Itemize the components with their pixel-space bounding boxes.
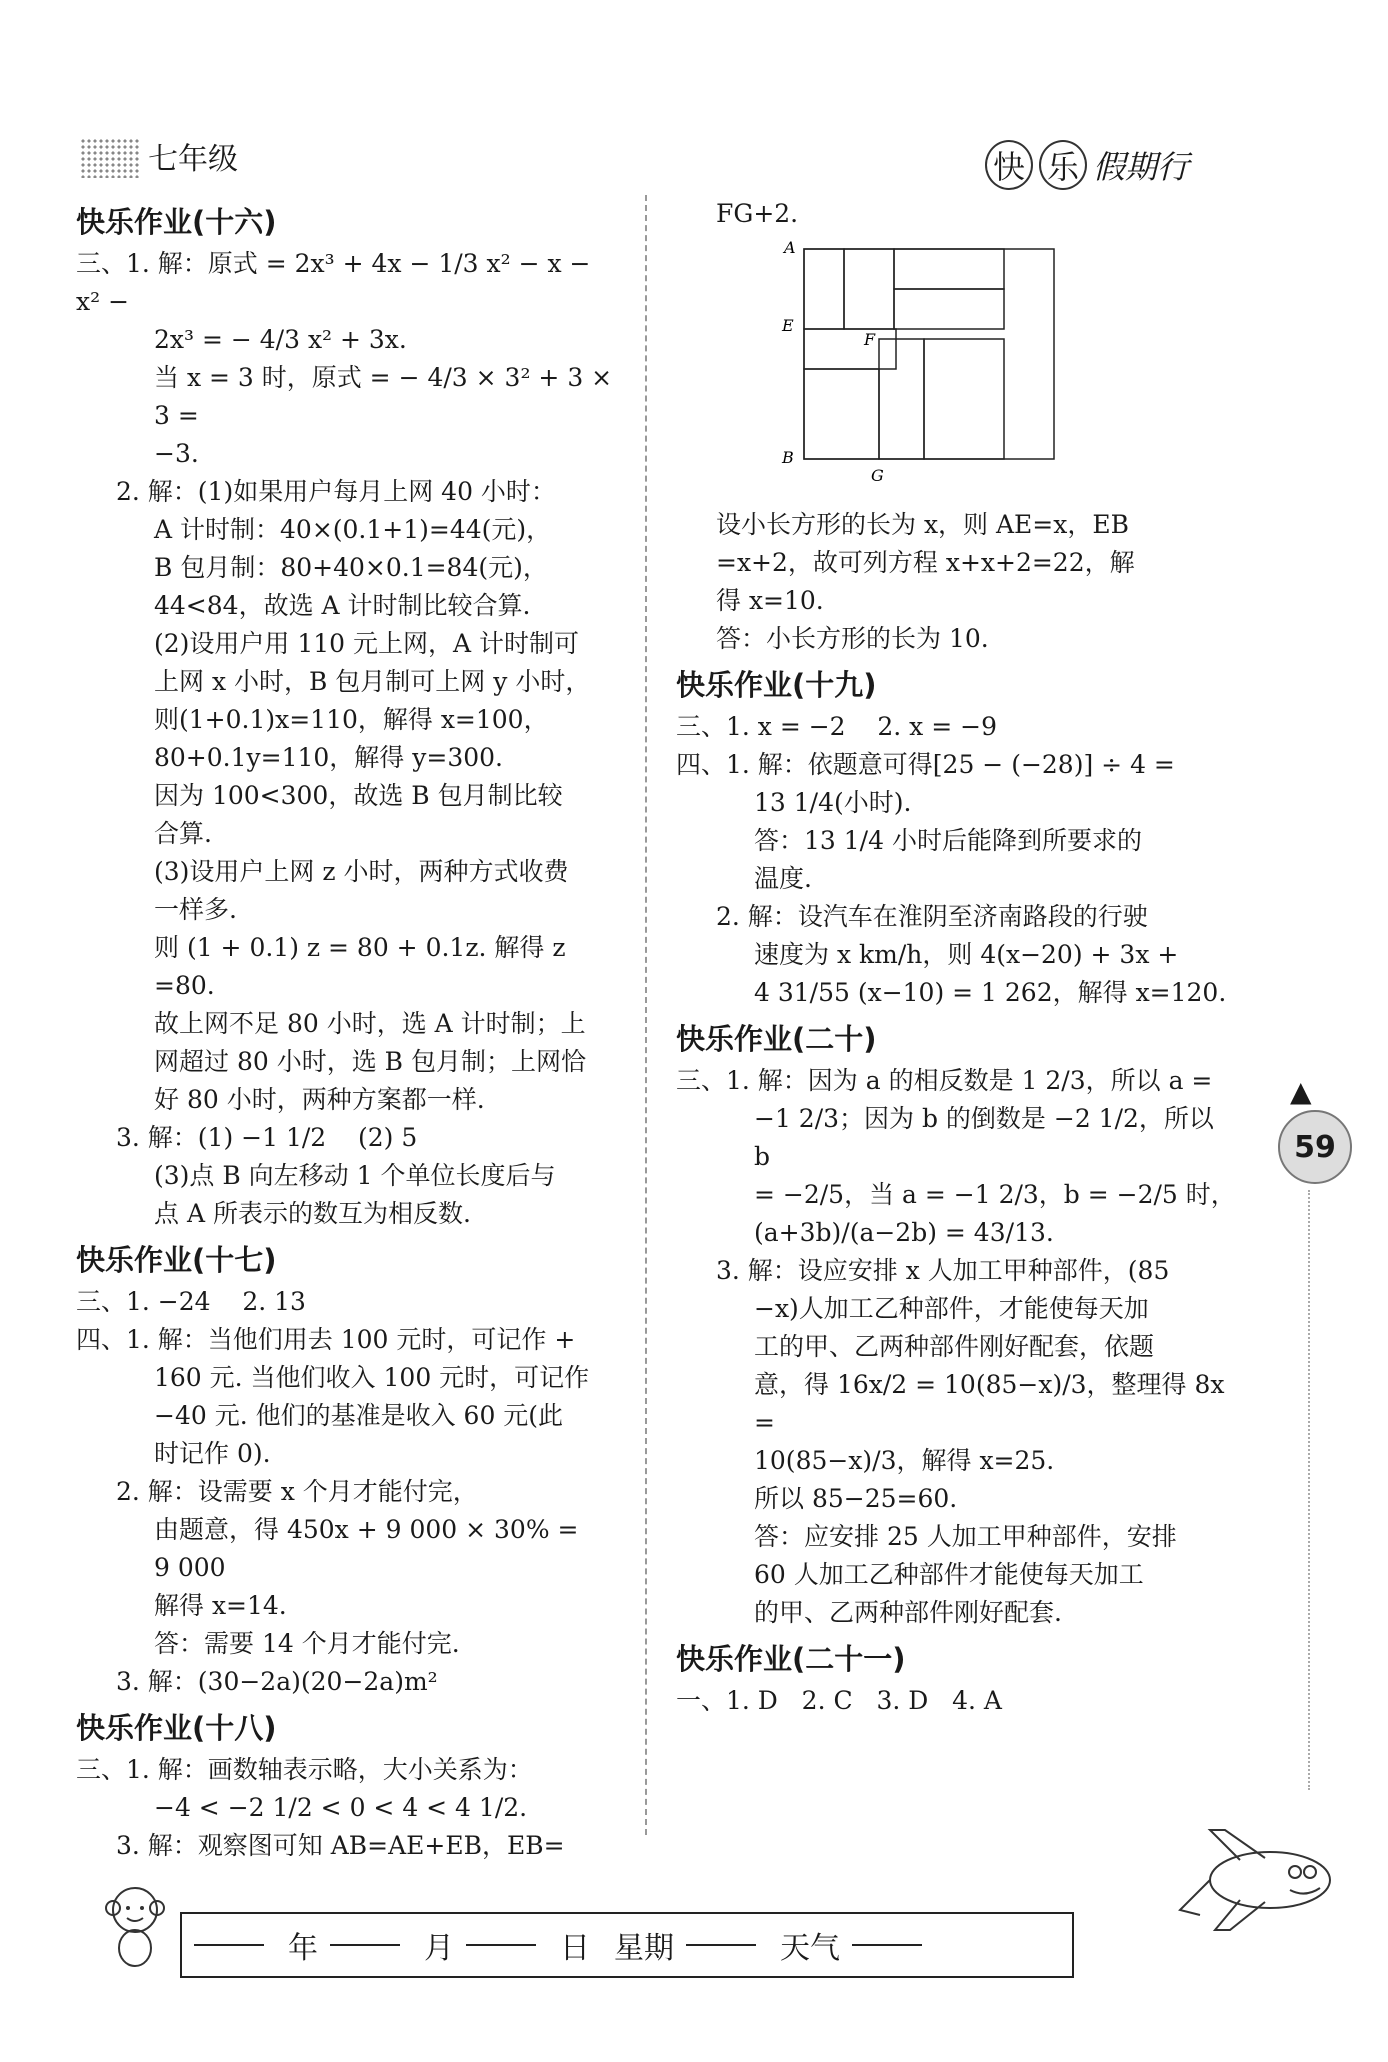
answer-line: 答：小长方形的长为 10. (716, 624, 989, 653)
right-column (676, 195, 1236, 1720)
answer-line: −3. (154, 439, 199, 468)
month-label: 月 (424, 1931, 454, 1966)
answer-line: 60 人加工乙种部件才能使每天加工 (754, 1560, 1144, 1589)
answer-line: 三、1. x = −2 2. x = −9 (676, 712, 997, 741)
figure-rect (804, 329, 896, 369)
answer-line: A 计时制：40×(0.1+1)=44(元)， (154, 515, 552, 544)
answer-line: −1 2/3；因为 b 的倒数是 −2 1/2，所以 b (754, 1104, 1222, 1171)
answer-line: 温度. (754, 864, 812, 893)
answer-line: 上网 x 小时，B 包月制可上网 y 小时， (154, 667, 591, 696)
brand-char-2: 乐 (1039, 140, 1087, 190)
figure-rect (924, 339, 1004, 459)
airplane-mascot-icon (1170, 1820, 1350, 1940)
answer-line: B 包月制：80+40×0.1=84(元)， (154, 553, 548, 582)
answer-line: 网超过 80 小时，选 B 包月制；上网恰 (154, 1047, 586, 1076)
section-title: 快乐作业(十六) (76, 205, 277, 239)
answer-line: (2)设用户用 110 元上网，A 计时制可 (154, 629, 580, 658)
answer-line: 得 x=10. (716, 586, 824, 615)
answer-line: 由题意，得 450x + 9 000 × 30% = (154, 1515, 579, 1544)
answer-line: 解得 x=14. (154, 1591, 287, 1620)
answer-line: 三、1. 解：画数轴表示略，大小关系为： (76, 1755, 533, 1784)
header-dot-pattern (80, 138, 140, 178)
weather-label: 天气 (780, 1931, 840, 1966)
column-divider (645, 195, 647, 1835)
year-blank[interactable] (194, 1944, 264, 1946)
answer-line: 三、1. −24 2. 13 (76, 1287, 306, 1316)
answer-line: 故上网不足 80 小时，选 A 计时制；上 (154, 1009, 586, 1038)
answer-line: 则 (1 + 0.1) z = 80 + 0.1z. 解得 z (154, 933, 566, 962)
answer-line: 3. 解：观察图可知 AB=AE+EB，EB= (116, 1831, 565, 1860)
answer-line: 4 31/55 (x−10) = 1 262，解得 x=120. (754, 978, 1227, 1007)
answer-line: 2. 解：设汽车在淮阴至济南路段的行驶 (716, 902, 1148, 931)
answer-line: 设小长方形的长为 x，则 AE=x，EB (716, 510, 1129, 539)
answer-line: 则(1+0.1)x=110，解得 x=100， (154, 705, 549, 734)
figure-label-b: B (782, 448, 794, 467)
answer-line: 好 80 小时，两种方案都一样. (154, 1085, 485, 1114)
section-title: 快乐作业(十七) (76, 1243, 277, 1277)
figure-rect (844, 249, 894, 329)
answer-line: 的甲、乙两种部件刚好配套. (754, 1598, 1062, 1627)
answer-line: 时记作 0). (154, 1439, 271, 1468)
figure-label-f: F (864, 330, 876, 349)
answer-line: =80. (154, 971, 215, 1000)
up-arrows-icon: ▲ (1290, 1075, 1312, 1108)
answer-line: 点 A 所表示的数互为相反数. (154, 1199, 471, 1228)
answer-line: 四、1. 解：依题意可得[25 − (−28)] ÷ 4 = (676, 750, 1175, 779)
answer-line: 因为 100<300，故选 B 包月制比较 (154, 781, 563, 810)
answer-line: 一、1. D 2. C 3. D 4. A (676, 1686, 1002, 1715)
answer-line: −4 < −2 1/2 < 0 < 4 < 4 1/2. (154, 1793, 528, 1822)
answer-line: 合算. (154, 819, 212, 848)
monkey-mascot-icon (95, 1880, 175, 1970)
answer-line: 一样多. (154, 895, 237, 924)
rectangle-figure (756, 239, 1096, 489)
answer-line: 3. 解：(30−2a)(20−2a)m² (116, 1667, 438, 1696)
answer-line: 答：需要 14 个月才能付完. (154, 1629, 460, 1658)
answer-line: FG+2. (716, 199, 799, 228)
day-blank[interactable] (466, 1944, 536, 1946)
figure-rect (894, 289, 1004, 329)
year-label: 年 (288, 1931, 318, 1966)
figure-label-e: E (782, 316, 794, 335)
margin-dotted-line (1308, 1190, 1310, 1790)
answer-line: 3. 解：设应安排 x 人加工甲种部件，(85 (716, 1256, 1170, 1285)
answer-line: (3)点 B 向左移动 1 个单位长度后与 (154, 1161, 556, 1190)
grade-label: 七年级 (148, 142, 238, 177)
section-title: 快乐作业(二十一) (676, 1642, 906, 1676)
answer-line: 2x³ = − 4/3 x² + 3x. (154, 325, 407, 354)
answer-line: 10(85−x)/3，解得 x=25. (754, 1446, 1055, 1475)
weekday-blank[interactable] (686, 1944, 756, 1946)
answer-line: 工的甲、乙两种部件刚好配套，依题 (754, 1332, 1155, 1361)
answer-line: 2. 解：(1)如果用户每月上网 40 小时： (116, 477, 556, 506)
answer-line: −40 元. 他们的基准是收入 60 元(此 (154, 1401, 564, 1430)
answer-line: 答：13 1/4 小时后能降到所要求的 (754, 826, 1142, 855)
answer-line: 13 1/4(小时). (754, 788, 912, 817)
figure-rect (879, 339, 924, 459)
answer-line: 答：应安排 25 人加工甲种部件，安排 (754, 1522, 1177, 1551)
section-title: 快乐作业(十八) (76, 1711, 277, 1745)
answer-line: 四、1. 解：当他们用去 100 元时，可记作 + (76, 1325, 576, 1354)
left-column (76, 195, 621, 1865)
date-weather-bar (180, 1912, 1074, 1978)
answer-line: −x)人加工乙种部件，才能使每天加 (754, 1294, 1149, 1323)
answer-line: 所以 85−25=60. (754, 1484, 958, 1513)
answer-line: 三、1. 解：因为 a 的相反数是 1 2/3，所以 a = (676, 1066, 1213, 1095)
answer-line: =x+2，故可列方程 x+x+2=22，解 (716, 548, 1135, 577)
figure-rect (894, 249, 1004, 289)
answer-line: 3. 解：(1) −1 1/2 (2) 5 (116, 1123, 418, 1152)
answer-line: 意，得 16x/2 = 10(85−x)/3，整理得 8x = (754, 1370, 1233, 1437)
answer-line: 当 x = 3 时，原式 = − 4/3 × 3² + 3 × 3 = (154, 363, 621, 430)
weekday-label: 星期 (614, 1931, 674, 1966)
section-title: 快乐作业(二十) (676, 1022, 877, 1056)
figure-rect (804, 369, 879, 459)
answer-line: 2. 解：设需要 x 个月才能付完， (116, 1477, 478, 1506)
answer-line: (3)设用户上网 z 小时，两种方式收费 (154, 857, 569, 886)
answer-line: 速度为 x km/h，则 4(x−20) + 3x + (754, 940, 1179, 969)
answer-line: 44<84，故选 A 计时制比较合算. (154, 591, 531, 620)
weather-blank[interactable] (852, 1944, 922, 1946)
answer-line: 160 元. 当他们收入 100 元时，可记作 (154, 1363, 590, 1392)
answer-line: 三、1. 解：原式 = 2x³ + 4x − 1/3 x² − x − x² − (76, 249, 599, 316)
answer-line: = −2/5，当 a = −1 2/3，b = −2/5 时， (754, 1180, 1236, 1209)
brand-rest: 假期行 (1093, 148, 1190, 186)
figure-label-a: A (784, 239, 796, 257)
day-label: 日 (560, 1931, 590, 1966)
answer-line: 80+0.1y=110，解得 y=300. (154, 743, 503, 772)
answer-line: (a+3b)/(a−2b) = 43/13. (754, 1218, 1054, 1247)
answer-line: 9 000 (154, 1553, 226, 1582)
figure-rect (804, 249, 1054, 459)
brand-char-1: 快 (985, 140, 1033, 190)
section-title: 快乐作业(十九) (676, 668, 877, 702)
page-number: 59 (1278, 1110, 1352, 1184)
month-blank[interactable] (330, 1944, 400, 1946)
brand-title (985, 140, 1189, 190)
figure-label-g: G (871, 466, 884, 485)
figure-rect (804, 249, 844, 329)
